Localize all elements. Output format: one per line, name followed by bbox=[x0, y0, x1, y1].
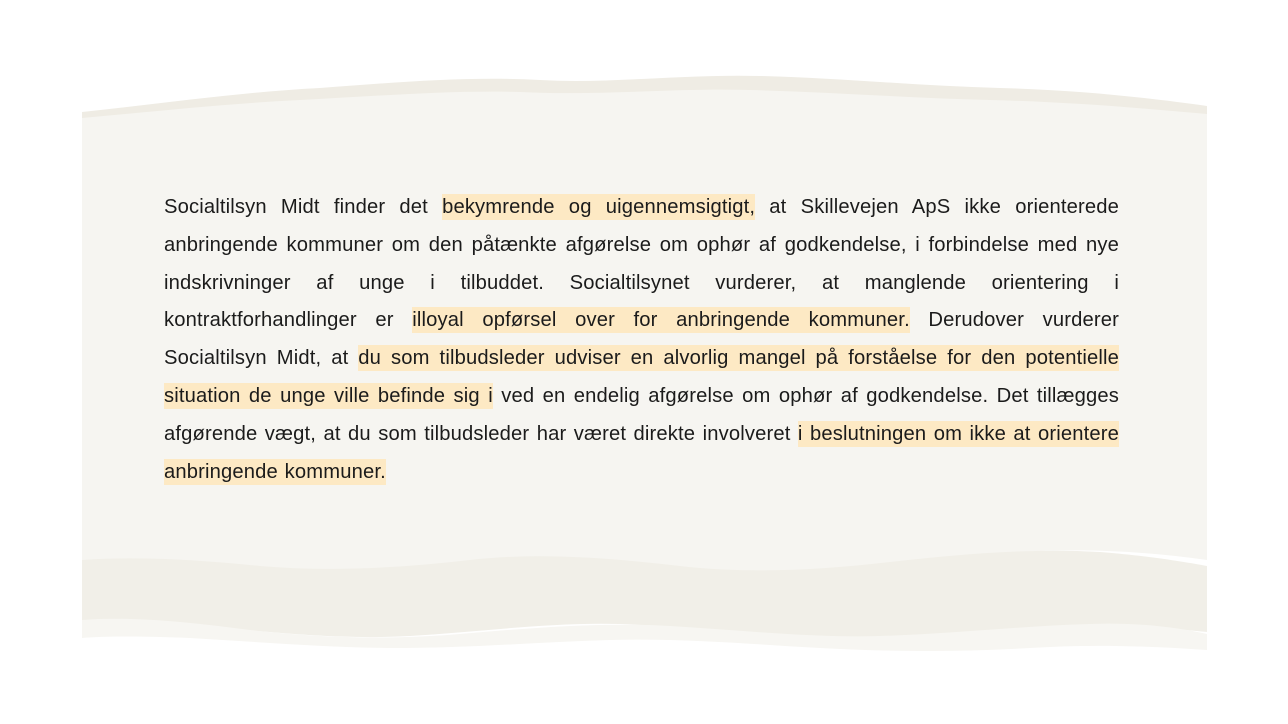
highlighted-phrase: i beslutningen om ikke at orientere anbringende kommuner. bbox=[164, 422, 1119, 483]
highlighted-phrase: du som tilbudsleder udviser en alvorlig mangel på forståelse for den potentielle situation de unge ville befinde sig i bbox=[164, 347, 1120, 407]
paragraph-text-segment: Socialtilsyn Midt finder det bbox=[164, 196, 443, 218]
highlighted-phrase: illoyal opførsel over for anbringende kommuner. bbox=[412, 309, 910, 332]
paragraph-text-segment: ved en endelig afgørelse om ophør af godkendelse. Det tillægges afgørende vægt, at du som tilbudsleder har været direkte involveret bbox=[164, 384, 1119, 445]
paragraph-text-segment: at Skillevejen ApS ikke orienterede anbringende kommuner om den påtænkte afgørelse om ophør af godkendelse, i forbindelse med nye indskrivninger af unge i tilbuddet. Socialtilsynet vurderer, at manglende orientering i kontraktforhandlinger er bbox=[164, 196, 1119, 332]
paragraph-text-segment: Derudover vurderer Socialtilsyn Midt, at bbox=[164, 309, 1119, 370]
highlighted-phrase: bekymrende og uigennemsigtigt, bbox=[442, 196, 756, 218]
document-paragraph bbox=[164, 189, 1119, 491]
